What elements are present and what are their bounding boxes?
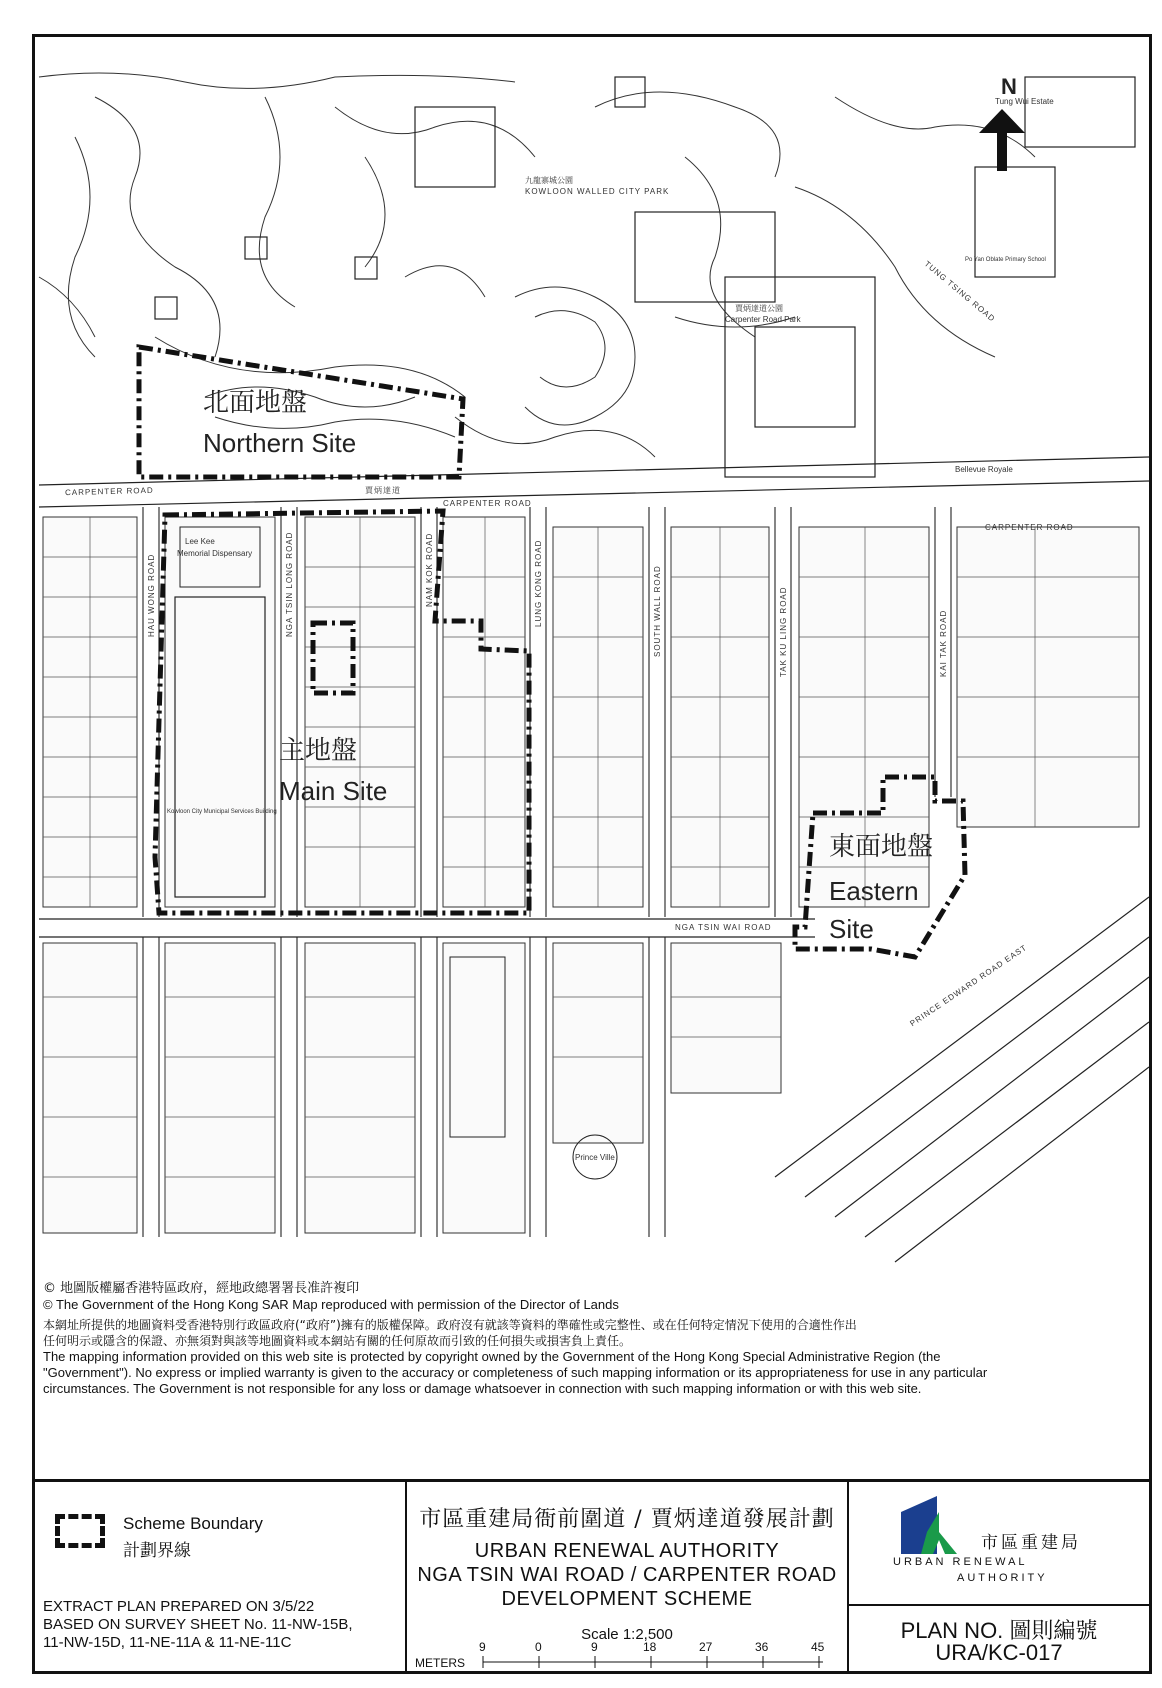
street-lung-kong-road: LUNG KONG ROAD — [534, 539, 543, 627]
extract-line-2: BASED ON SURVEY SHEET No. 11-NW-15B, — [43, 1616, 353, 1633]
street-carpenter-road-zh: 賈炳達道 — [365, 486, 401, 495]
plan-frame — [32, 34, 1152, 1674]
eastern-site-zh-label: 東面地盤 — [829, 832, 934, 862]
scale-tick-5: 36 — [755, 1640, 769, 1654]
street-tung-tsing-road: TUNG TSING ROAD — [922, 259, 997, 324]
scale-tick-1: 0 — [535, 1640, 542, 1654]
north-arrow-icon — [979, 109, 1025, 171]
scale-tick-2: 9 — [591, 1640, 598, 1654]
place-carpenter-road-park-en: Carpenter Road Park — [725, 315, 801, 324]
copyright-zh: © 地圖版權屬香港特區政府，經地政總署署長准許複印 — [43, 1281, 360, 1296]
place-po-yan-oblate: Po Yan Oblate Primary School — [965, 257, 1046, 263]
street-tak-ku-ling-road: TAK KU LING ROAD — [779, 586, 788, 677]
ura-logo-panel — [849, 1482, 1149, 1606]
extract-line-1: EXTRACT PLAN PREPARED ON 3/5/22 — [43, 1598, 315, 1615]
street-nga-tsin-wai-road: NGA TSIN WAI ROAD — [675, 923, 772, 932]
main-site-zh-label: 主地盤 — [279, 736, 358, 766]
ura-logo-en-2: AUTHORITY — [957, 1572, 1048, 1584]
scale-tick-4: 27 — [699, 1640, 713, 1654]
scale-title: Scale 1:2,500 — [581, 1626, 673, 1643]
place-tung-wui-estate: Tung Wui Estate — [995, 97, 1054, 106]
place-lee-kee: Lee Kee — [185, 537, 215, 546]
scheme-title-zh: 市區重建局衙前圍道 / 賈炳達道發展計劃 — [419, 1507, 835, 1532]
street-nga-tsin-long-road: NGA TSIN LONG ROAD — [285, 531, 294, 637]
disclaimer-en-2: "Government"). No express or implied warranty is given to the accuracy or completeness of such mapping information or its appropriateness for use in any particular — [43, 1365, 988, 1380]
legend-panel — [35, 1482, 407, 1674]
disclaimer-en-1: The mapping information provided on this web site is protected by copyright owned by the Government of the Hong Kong Special Administrative Region (the — [43, 1349, 941, 1364]
north-label: N — [1001, 74, 1017, 99]
plan-number-value: URA/KC-017 — [935, 1640, 1063, 1665]
place-bellevue: Bellevue Royale — [955, 465, 1013, 474]
ura-logo-icon — [897, 1492, 977, 1556]
street-carpenter-road-east: CARPENTER ROAD — [985, 523, 1074, 532]
scheme-boundary-icon — [55, 1514, 105, 1548]
eastern-site-en-label-2: Site — [829, 914, 874, 944]
street-nam-kok-road: NAM KOK ROAD — [425, 532, 434, 607]
scale-tick-6: 45 — [811, 1640, 825, 1654]
scheme-title-en-3: DEVELOPMENT SCHEME — [501, 1588, 753, 1610]
map-drawing — [35, 37, 1149, 1477]
place-walled-city-park-en: KOWLOON WALLED CITY PARK — [525, 187, 670, 196]
extract-note — [43, 1598, 353, 1652]
ura-logo-zh: 市區重建局 — [981, 1533, 1081, 1553]
eastern-site-en-label: Eastern — [829, 876, 919, 906]
place-memorial-dispensary: Memorial Dispensary — [177, 549, 253, 558]
northern-site-zh-label: 北面地盤 — [203, 388, 308, 418]
legend-label-en: Scheme Boundary — [123, 1514, 263, 1533]
street-kai-tak-road: KAI TAK ROAD — [939, 609, 948, 677]
street-prince-edward-road-east: PRINCE EDWARD ROAD EAST — [908, 942, 1029, 1029]
main-site-en-label: Main Site — [279, 776, 388, 806]
street-carpenter-road-2: CARPENTER ROAD — [443, 499, 532, 508]
extract-line-3: 11-NW-15D, 11-NE-11A & 11-NE-11C — [43, 1634, 292, 1651]
scheme-title-en-1: URBAN RENEWAL AUTHORITY — [474, 1540, 780, 1562]
street-hau-wong-road: HAU WONG ROAD — [147, 553, 156, 637]
northern-site-en-label: Northern Site — [203, 428, 357, 458]
copyright-en: © The Government of the Hong Kong SAR Map reproduced with permission of the Director of Lands — [43, 1297, 619, 1312]
scheme-title-panel — [407, 1482, 849, 1674]
scheme-title-en-2: NGA TSIN WAI ROAD / CARPENTER ROAD — [417, 1564, 837, 1586]
scale-bar — [477, 1648, 837, 1672]
title-block — [35, 1479, 1149, 1674]
place-prince-ville: Prince Ville — [575, 1153, 615, 1162]
plan-number-label: PLAN NO. 圖則編號 — [900, 1618, 1098, 1643]
scale-tick-0: 9 — [479, 1640, 486, 1654]
copyright-notice — [43, 1281, 1143, 1397]
street-carpenter-road: CARPENTER ROAD — [64, 485, 154, 498]
disclaimer-zh-1: 本網址所提供的地圖資料受香港特別行政區政府(“政府”)擁有的版權保障。政府沒有就該等資料的準確性或完整性、或在任何特定情況下使用的合適性作出 — [43, 1318, 857, 1332]
scale-unit: METERS — [415, 1656, 466, 1670]
place-municipal-building: Kowloon City Municipal Services Building — [167, 809, 277, 815]
plan-number-panel — [849, 1606, 1149, 1674]
place-walled-city-park-zh: 九龍寨城公園 — [525, 176, 573, 185]
place-carpenter-road-park-zh: 賈炳達道公園 — [735, 304, 783, 313]
street-south-wall-road: SOUTH WALL ROAD — [653, 565, 662, 657]
disclaimer-en-3: circumstances. The Government is not responsible for any loss or damage whatsoever in connection with such mapping information or with this web site. — [43, 1381, 922, 1396]
legend-label-zh: 計劃界線 — [123, 1541, 191, 1561]
site-map — [35, 37, 1149, 1477]
scale-tick-3: 18 — [643, 1640, 657, 1654]
disclaimer-zh-2: 任何明示或隱含的保證、亦無須對與該等地圖資料或本網站有關的任何原故而引致的任何損失或損害負上責任。 — [43, 1334, 632, 1348]
ura-logo-en-1: URBAN RENEWAL — [893, 1556, 1028, 1568]
